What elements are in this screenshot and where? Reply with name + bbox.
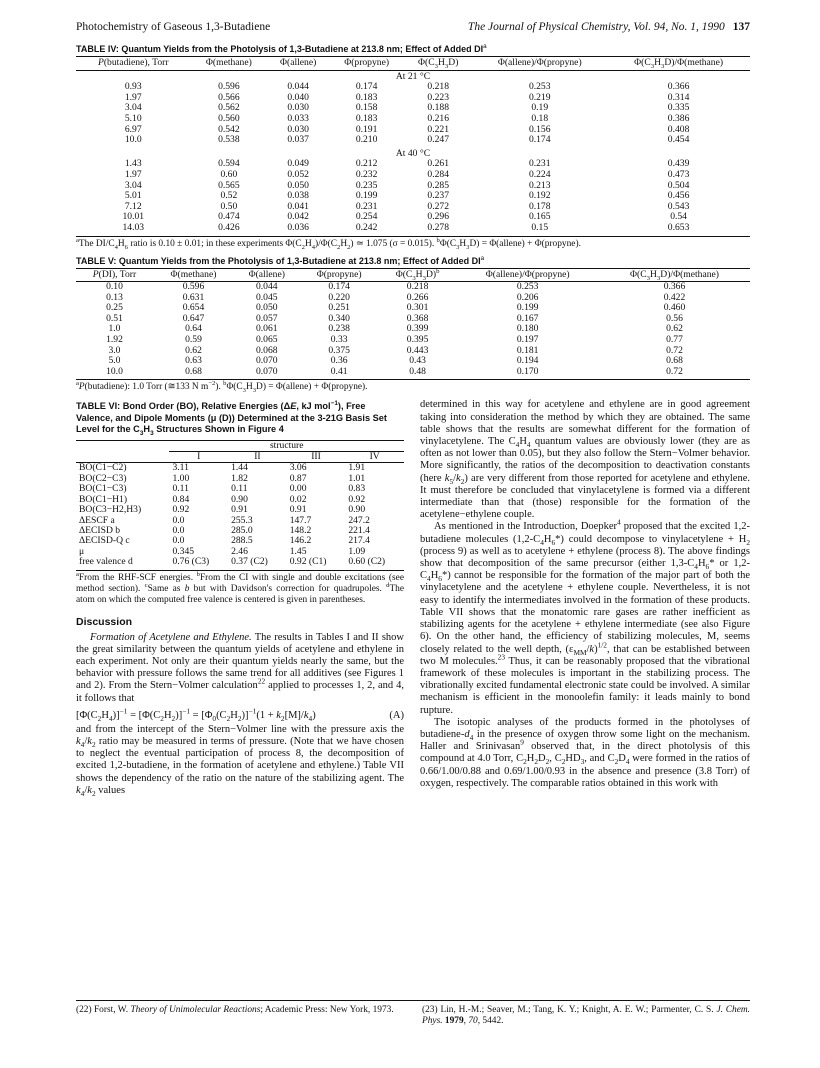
- table-cell: 0.91: [289, 504, 307, 516]
- table-cell: 0.594: [218, 158, 240, 170]
- two-column-body: [76, 399, 750, 797]
- table-cell: 0.212: [355, 158, 378, 170]
- table-cell: 0.631: [182, 291, 205, 303]
- table-cell: 3.0: [108, 344, 121, 356]
- table-cell: 5.10: [124, 112, 142, 124]
- table-row: [76, 159, 750, 170]
- table-cell: 0.070: [255, 355, 278, 367]
- table4-col-propyne: Φ(propyne): [329, 57, 404, 71]
- table-cell: 0.654: [182, 302, 205, 314]
- table-cell: 0.50: [220, 200, 238, 212]
- table-row: [76, 202, 750, 213]
- table-cell: 0.62: [666, 323, 683, 335]
- table-cell: 0.180: [516, 323, 539, 335]
- table-row: [76, 191, 750, 202]
- table-cell: 0.596: [218, 81, 240, 93]
- table-cell: 0.220: [328, 291, 350, 303]
- table5-header-row: [76, 268, 750, 282]
- table5-caption: [76, 256, 750, 267]
- table-cell: 0.90: [231, 493, 248, 505]
- table-cell: 0.0: [172, 514, 185, 526]
- table-row: [76, 82, 750, 93]
- table5-col-allene-propyne: Φ(allene)/Φ(propyne): [456, 268, 599, 282]
- table-cell: 0.068: [255, 344, 278, 356]
- table-cell: 0.10: [106, 281, 123, 293]
- table-cell: 0.218: [427, 81, 449, 93]
- table-cell: 1.91: [348, 462, 366, 474]
- table-row: [76, 170, 750, 181]
- table-cell: 0.266: [406, 291, 429, 303]
- table-cell: 0.77: [666, 334, 683, 346]
- reference-22: (22) Forst, W. Theory of Unimolecular Reactions; Academic Press: New York, 1973.: [76, 1005, 394, 1015]
- table-cell: 1.44: [231, 462, 248, 474]
- table-cell: 0.59: [185, 334, 202, 346]
- table-cell: 0.60: [220, 168, 238, 180]
- table4-header-row: [76, 57, 750, 71]
- equation-a-body: $[\Phi(C_2H_4)]^{-1} = [\Phi(C_2H_2)]^{-1} = [\Phi_0(C_2H_2)]^{-1}(1 + k_2[M]/k_4)$: [76, 706, 316, 723]
- table-cell: 2.46: [231, 545, 248, 557]
- running-header: [76, 20, 750, 34]
- table-cell: 3.11: [172, 462, 189, 474]
- table-row: [76, 557, 404, 570]
- table-cell: 0.065: [255, 334, 278, 346]
- table-cell: 0.284: [427, 168, 449, 180]
- references: [76, 1000, 750, 1027]
- table-cell: 0.13: [106, 291, 123, 303]
- table-cell: 0.052: [287, 168, 309, 180]
- table5-col-propyne: Φ(propyne): [299, 268, 378, 282]
- table-cell: 0.25: [106, 302, 123, 314]
- table6-blank-subheader: [76, 452, 169, 463]
- table5-col-allene: Φ(allene): [234, 268, 299, 282]
- table-cell: 0.156: [528, 123, 551, 135]
- table-cell: 0.62: [185, 344, 202, 356]
- table-cell: 0.181: [516, 344, 539, 356]
- table-cell: 1.45: [289, 545, 307, 557]
- left-column: [76, 399, 404, 797]
- table4-col-c3h3d: $\Phi(C_3H_3D)$: [404, 57, 472, 71]
- table-cell: 0.061: [255, 323, 278, 335]
- table-cell: 0.030: [287, 123, 309, 135]
- table-cell: 0.178: [528, 200, 551, 212]
- table-cell: 0.366: [663, 281, 686, 293]
- table-cell: 0.83: [348, 483, 366, 495]
- table6-row-label: BO(C3−H2,H3): [79, 504, 142, 516]
- table-cell: 0.040: [287, 91, 309, 103]
- table-cell: 0.194: [516, 355, 539, 367]
- table5-body: [76, 282, 750, 380]
- table5-col-c3h3d: $\Phi(C_3H_3D)^b$: [379, 268, 457, 282]
- table-cell: 0.19: [531, 102, 549, 114]
- table-cell: 0.036: [287, 221, 309, 233]
- table-cell: 7.12: [124, 200, 142, 212]
- table-cell: 0.408: [667, 123, 690, 135]
- table-cell: 0.399: [406, 323, 429, 335]
- table-cell: 0.368: [406, 312, 429, 324]
- article-short-title: Photochemistry of Gaseous 1,3-Butadiene: [76, 21, 271, 33]
- table4-caption: [76, 44, 750, 55]
- table-cell: 0.37 (C2): [228, 557, 287, 570]
- table6-row-label: ΔECISD b: [79, 524, 121, 536]
- table-cell: 0.395: [406, 334, 429, 346]
- table-cell: 0.542: [218, 123, 240, 135]
- table4-condition-label: At 21 °C: [395, 70, 431, 82]
- table-cell: 0.538: [218, 134, 240, 146]
- table-cell: 0.221: [427, 123, 449, 135]
- table-cell: 0.167: [516, 312, 539, 324]
- table-cell: 0.11: [172, 483, 189, 495]
- equation-a-label: (A): [389, 709, 404, 721]
- table-cell: 0.56: [666, 312, 683, 324]
- table-cell: 0.0: [172, 535, 185, 547]
- table-cell: 1.97: [124, 91, 142, 103]
- journal-citation: [468, 20, 750, 34]
- table-cell: 0.443: [406, 344, 429, 356]
- table-cell: 0.251: [328, 302, 350, 314]
- table-cell: 0.02: [289, 493, 307, 505]
- table-cell: 0.473: [667, 168, 690, 180]
- table-cell: 0.050: [287, 179, 309, 191]
- table-cell: 0.647: [182, 312, 205, 324]
- table-cell: 0.90: [348, 504, 366, 516]
- table-cell: 0.188: [427, 102, 449, 114]
- table-cell: 1.00: [172, 472, 190, 484]
- table-cell: 6.97: [124, 123, 142, 135]
- table-cell: 0.192: [528, 190, 551, 202]
- table-cell: 0.247: [427, 134, 449, 146]
- table-cell: 0.375: [328, 344, 350, 356]
- table-row: [76, 181, 750, 192]
- table-row: [76, 135, 750, 148]
- table4-condition-row: [76, 148, 750, 160]
- table-cell: 0.042: [287, 211, 309, 223]
- table-cell: 0.174: [328, 281, 350, 293]
- table-cell: 0.92: [172, 504, 190, 516]
- table-cell: 0.474: [218, 211, 240, 223]
- reference-23: (23) Lin, H.-M.; Seaver, M.; Tang, K. Y.; Knight, A. E. W.; Parmenter, C. S. J. Chem. Phys. 1979, 70, 5442.: [422, 1005, 751, 1026]
- table5-col-pdi: P(DI), Torr: [76, 268, 153, 282]
- table6-column-header: II: [228, 452, 287, 463]
- table6-column-row: [76, 452, 404, 463]
- table-cell: 0.037: [287, 134, 309, 146]
- table-cell: 0.596: [182, 281, 205, 293]
- discussion-paragraph-2: and from the intercept of the Stern−Volmer line with the pressure axis the $k_4/k_2$ ratio may be measured in terms of pressure. (Note that we have chosen to neglect the eventual participation of process 8, the decomposition of excited 1,2-butadiene, in the formation of acetylene and ethylene.) Table VII shows the dependency of the ratio on the nature of the stabilizing agent. The $k_4/k_2$ values: [76, 723, 404, 798]
- table4-col-pressure: P(butadiene), Torr: [76, 57, 191, 71]
- table-cell: 0.158: [355, 102, 378, 114]
- table-cell: 0.170: [516, 365, 539, 377]
- table-cell: 0.238: [328, 323, 350, 335]
- table-cell: 0.460: [663, 302, 686, 314]
- table-cell: 0.562: [218, 102, 240, 114]
- table-cell: 0.235: [355, 179, 378, 191]
- table5: [76, 268, 750, 380]
- table-cell: 0.11: [231, 483, 248, 495]
- right-paragraph-1: determined in this way for acetylene and ethylene are in good agreement taking into consideration the method by which they are obtained. The same table shows that the results are somewhat different for the formation of vinylacetylene. The $C_4H_4$ quantum values are obviously lower (they are as often as not lower than 0.05), but they also follow the Stern−Volmer behavior. More significantly, the ratios of the decomposition to deactivation constants (here $k_5/k_2$) are very different from those reported for acetylene and ethylene. It must therefore be concluded that vinylacetylene is formed via a different intermediate than that (those) responsible for the formation of the acetylene−ethylene couple.: [420, 399, 751, 521]
- table5-label: TABLE V:: [76, 255, 117, 266]
- table-cell: 0.231: [528, 158, 551, 170]
- table4-label: TABLE IV:: [76, 44, 119, 54]
- table-cell: 0.68: [666, 355, 683, 367]
- journal-name: The Journal of Physical Chemistry, Vol. 94, No. 1, 1990: [467, 21, 725, 33]
- right-paragraph-2: As mentioned in the Introduction, Doepker$^4$ proposed that the excited 1,2-butadiene molecules $(1,2-C_4H_6*)$ could decompose to vinylacetylene + $H_2$ (process 9) as well as to acetylene + ethylene (process 8). The above findings show that decomposition of the same precursor (either $1,3-C_4H_6*$ or $1,2-C_4H_6*$) cannot be responsible for the formation of the major part of both the vinylacetylene and the acetylene + ethylene couple. Nevertheless, it is not easy to identify the intermediates involved in the formation of these products. Table VII shows that the monatomic rare gases are rather inefficient as stabilizing agents for the acetylene + ethylene intermediate (see also Figure 6). On the other hand, the efficiency of stabilizing molecules, M, seems closely related to the well depth, $(\varepsilon_{MM}/k)^{1/2}$, that can be established between two M molecules.$^{23}$ Thus, it can be reasonably proposed that the vibrational framework of these molecules is important in the stabilizing process. The vibrationally excited fundamental electronic state could be involved. A similar mechanism is efficient in the monoolefin family: it leads mainly to bond rupture.: [420, 517, 751, 716]
- table-cell: 0.72: [666, 344, 683, 356]
- table-cell: 5.01: [124, 190, 142, 202]
- table-cell: 0.232: [355, 168, 378, 180]
- table-cell: 0.48: [409, 365, 426, 377]
- table-row: [76, 212, 750, 223]
- table-cell: 0.199: [516, 302, 539, 314]
- table-cell: 0.454: [667, 134, 690, 146]
- table5-col-methane: Φ(methane): [153, 268, 234, 282]
- table-cell: 0.87: [289, 472, 307, 484]
- table-cell: 0.041: [287, 200, 309, 212]
- table6-body: [76, 463, 404, 570]
- table-cell: 247.2: [348, 514, 370, 526]
- table-cell: 0.174: [355, 81, 378, 93]
- table6-row-label: BO(C1−H1): [79, 493, 128, 505]
- table-cell: 0.206: [516, 291, 539, 303]
- table-cell: 0.216: [427, 112, 449, 124]
- right-paragraph-3: The isotopic analyses of the products formed in the photolyses of butadiene-$d_4$ in the presence of oxygen throw some light on the mechanism. Haller and Srinivasan$^9$ observed that, in the direct photolysis of this compound at 4.0 Torr, $C_2H_2D_2$, $C_2HD_3$, and $C_2D_4$ were formed in the ratios of 0.66/1.00/0.88 and 0.69/1.00/0.93 in the absence and presence (3.8 Torr) of oxygen, respectively. The comparable ratios obtained in this work with: [420, 716, 750, 789]
- table-cell: 255.3: [231, 514, 253, 526]
- table-cell: 0.543: [667, 200, 690, 212]
- table-cell: 0.272: [427, 200, 449, 212]
- table-cell: 0.52: [220, 190, 238, 202]
- table-cell: 3.06: [289, 462, 307, 474]
- table-cell: 0.93: [124, 81, 142, 93]
- table-cell: 1.09: [348, 545, 366, 557]
- equation-a: [76, 706, 404, 723]
- table6-group-row: [76, 440, 404, 451]
- table-cell: 146.2: [289, 535, 312, 547]
- table4-body: [76, 70, 750, 235]
- table-cell: 0.050: [255, 302, 278, 314]
- table-cell: 0.566: [218, 91, 240, 103]
- table-cell: 0.366: [667, 81, 690, 93]
- table6-footnote: $^a$From the RHF-SCF energies. $^b$From the CI with single and double excitations (see method section). $^c$Same as b but with Davidson's correction for quadrupoles. $^d$The atom on which the computed free valence is centered is given in parentheses.: [76, 570, 405, 605]
- table-cell: 0.439: [667, 158, 690, 170]
- table6-column-header: III: [287, 452, 346, 463]
- table-cell: 0.36: [330, 355, 348, 367]
- page-number: 137: [732, 21, 750, 33]
- table-cell: 0.030: [287, 102, 309, 114]
- table-cell: 0.296: [427, 211, 449, 223]
- table-cell: 0.92: [348, 493, 366, 505]
- table-cell: 285.0: [231, 524, 253, 536]
- table-cell: 0.045: [255, 291, 278, 303]
- table-cell: 0.565: [218, 179, 240, 191]
- table-cell: 0.60 (C2): [345, 557, 404, 570]
- table4-footnote: $^a$The $DI/C_4H_6$ ratio is 0.10 ± 0.01; in these experiments $\Phi(C_2H_4)/\Phi(C_2H_2)$ ≃ 1.075 (σ = 0.015). $^b\Phi(C_3H_3D)$ = Φ(allene) + Φ(propyne).: [76, 236, 750, 250]
- table-cell: 1.97: [124, 168, 142, 180]
- table-cell: 0.84: [172, 493, 190, 505]
- table-cell: 0.15: [531, 221, 549, 233]
- discussion-paragraph-1: Formation of Acetylene and Ethylene. The results in Tables I and II show the great similarity between the quantum yields of acetylene and ethylene in each experiment. Not only are their quantum yields nearly the same, but the behavior with pressure follows the same trend for all additives (see Figures 1 and 2). From the Stern−Volmer calculation$^{22}$ applied to processes 1, 2, and 4, it follows that: [76, 631, 404, 704]
- table-cell: 3.04: [124, 102, 142, 114]
- table-cell: 1.01: [348, 472, 366, 484]
- table-cell: 0.183: [355, 91, 378, 103]
- table-cell: 0.560: [218, 112, 240, 124]
- table6-column-header: IV: [345, 452, 404, 463]
- table-cell: 0.033: [287, 112, 309, 124]
- table-cell: 0.345: [172, 545, 195, 557]
- table-cell: 0.218: [406, 281, 429, 293]
- table-cell: 1.43: [124, 158, 142, 170]
- table-cell: 0.426: [218, 221, 240, 233]
- table-cell: 10.0: [124, 134, 142, 146]
- table-cell: 147.7: [289, 514, 312, 526]
- table-cell: 0.456: [667, 190, 690, 202]
- table-cell: 217.4: [348, 535, 370, 547]
- table4-condition-label: At 40 °C: [395, 147, 431, 159]
- table-cell: 0.223: [427, 91, 449, 103]
- table-cell: 0.199: [355, 190, 378, 202]
- table-cell: 288.5: [231, 535, 253, 547]
- table-cell: 0.213: [528, 179, 551, 191]
- table-cell: 0.504: [667, 179, 690, 191]
- table-cell: 0.049: [287, 158, 309, 170]
- table-cell: 0.285: [427, 179, 449, 191]
- table6: [76, 440, 404, 571]
- table6-row-label: ΔESCF a: [79, 514, 115, 526]
- table4-title: Quantum Yields from the Photolysis of 1,3-Butadiene at 213.8 nm; Effect of Added DI: [121, 44, 484, 54]
- subsection-title: Formation of Acetylene and Ethylene.: [90, 631, 252, 643]
- table-row: [76, 125, 750, 136]
- table-cell: 10.0: [106, 365, 123, 377]
- table6-row-label: free valence d: [76, 557, 169, 570]
- table-cell: 0.044: [255, 281, 278, 293]
- table6-group-header: structure: [169, 440, 404, 451]
- table-cell: 0.165: [528, 211, 551, 223]
- table-cell: 0.231: [355, 200, 378, 212]
- table-row: [76, 505, 404, 515]
- table4-col-allene-propyne: Φ(allene)/Φ(propyne): [472, 57, 607, 71]
- table-cell: 0.253: [528, 81, 551, 93]
- table-row: [76, 103, 750, 114]
- table-cell: 1.0: [108, 323, 121, 335]
- table-cell: 0.314: [667, 91, 690, 103]
- table-cell: 0.43: [409, 355, 426, 367]
- table-cell: 0.261: [427, 158, 449, 170]
- table-cell: 0.219: [528, 91, 551, 103]
- table-cell: 0.278: [427, 221, 449, 233]
- table-cell: 0.64: [185, 323, 202, 335]
- table4-col-allene: Φ(allene): [267, 57, 329, 71]
- table4-col-c3h3d-methane: $\Phi(C_3H_3D)/\Phi(methane)$: [607, 57, 750, 71]
- table5-title: Quantum Yields from the Photolysis of 1,3-Butadiene at 213.8 nm; Effect of Added DI: [118, 255, 481, 266]
- table-cell: 0.191: [355, 123, 378, 135]
- table-cell: 0.038: [287, 190, 309, 202]
- table-cell: 0.237: [427, 190, 449, 202]
- table-cell: 0.301: [406, 302, 429, 314]
- table-cell: 0.183: [355, 112, 378, 124]
- table4: [76, 56, 750, 236]
- table-cell: 0.254: [355, 211, 378, 223]
- table6-blank-header: [76, 440, 169, 451]
- table-cell: 1.82: [231, 472, 248, 484]
- table-cell: 0.340: [328, 312, 350, 324]
- table6-row-label: BO(C2−C3): [79, 472, 127, 484]
- table-cell: 0.174: [528, 134, 551, 146]
- table4-condition-row: [76, 70, 750, 82]
- table-cell: 0.72: [666, 365, 683, 377]
- table4-col-methane: Φ(methane): [191, 57, 268, 71]
- table-cell: 0.91: [231, 504, 248, 516]
- table-cell: 0.057: [255, 312, 278, 324]
- table-cell: 0.92 (C1): [287, 557, 346, 570]
- table-cell: 14.03: [122, 221, 145, 233]
- table-cell: 0.0: [172, 524, 185, 536]
- table-cell: 0.51: [106, 312, 123, 324]
- table-cell: 0.41: [330, 365, 348, 377]
- table-cell: 0.386: [667, 112, 690, 124]
- table5-footnote: $^a$P(butadiene): 1.0 Torr (≅133 N $m^{-2}$). $^b\Phi(C_3H_3D)$ = Φ(allene) + Φ(propyne).: [76, 379, 750, 393]
- table-cell: 10.01: [122, 211, 145, 223]
- table-row: [76, 93, 750, 104]
- table5-caption-mark: a: [480, 254, 485, 262]
- table6-caption: TABLE VI: Bond Order (BO), Relative Energies (ΔE, kJ mol$^{-1}$), Free Valence, and Dipole Moments (μ (D)) Determined at the 3-21G Basis Set Level for the $C_3H_3$ Structures Shown in Figure 4: [76, 400, 387, 438]
- table-cell: 0.653: [667, 221, 690, 233]
- table-cell: 0.070: [255, 365, 278, 377]
- table-cell: 0.335: [667, 102, 690, 114]
- table6-row-label: ΔECISD-Q c: [79, 535, 130, 547]
- table-cell: 0.00: [289, 483, 307, 495]
- table-cell: 0.68: [185, 365, 202, 377]
- table-cell: 0.76 (C3): [169, 557, 228, 570]
- table-cell: 3.04: [124, 179, 142, 191]
- table-cell: 0.242: [355, 221, 378, 233]
- table-cell: 221.4: [348, 524, 370, 536]
- discussion-heading: Discussion: [76, 615, 133, 628]
- table-cell: 0.422: [663, 291, 686, 303]
- table-row: [76, 223, 750, 236]
- table-cell: 0.18: [531, 112, 549, 124]
- table-cell: 148.2: [289, 524, 312, 536]
- table5-col-c3h3d-methane: $\Phi(C_3H_3D)/\Phi(methane)$: [599, 268, 750, 282]
- table4-caption-mark: a: [483, 43, 487, 50]
- table-cell: 0.63: [185, 355, 202, 367]
- table6-row-label: BO(C1−C3): [79, 483, 127, 495]
- table6-row-label: BO(C1−C2): [79, 462, 127, 474]
- table-cell: 0.044: [287, 81, 309, 93]
- right-column: [420, 399, 750, 797]
- table6-row-label: μ: [79, 545, 85, 557]
- table-cell: 0.253: [516, 281, 539, 293]
- table-row: [76, 114, 750, 125]
- table-cell: 1.92: [106, 334, 123, 346]
- table-row: [76, 367, 750, 380]
- table-cell: 0.54: [670, 211, 687, 223]
- table-cell: 5.0: [108, 355, 121, 367]
- table-cell: 0.197: [516, 334, 539, 346]
- table6-column-header: I: [169, 452, 228, 463]
- table-cell: 0.224: [528, 168, 551, 180]
- table-cell: 0.210: [355, 134, 378, 146]
- table-cell: 0.33: [330, 334, 348, 346]
